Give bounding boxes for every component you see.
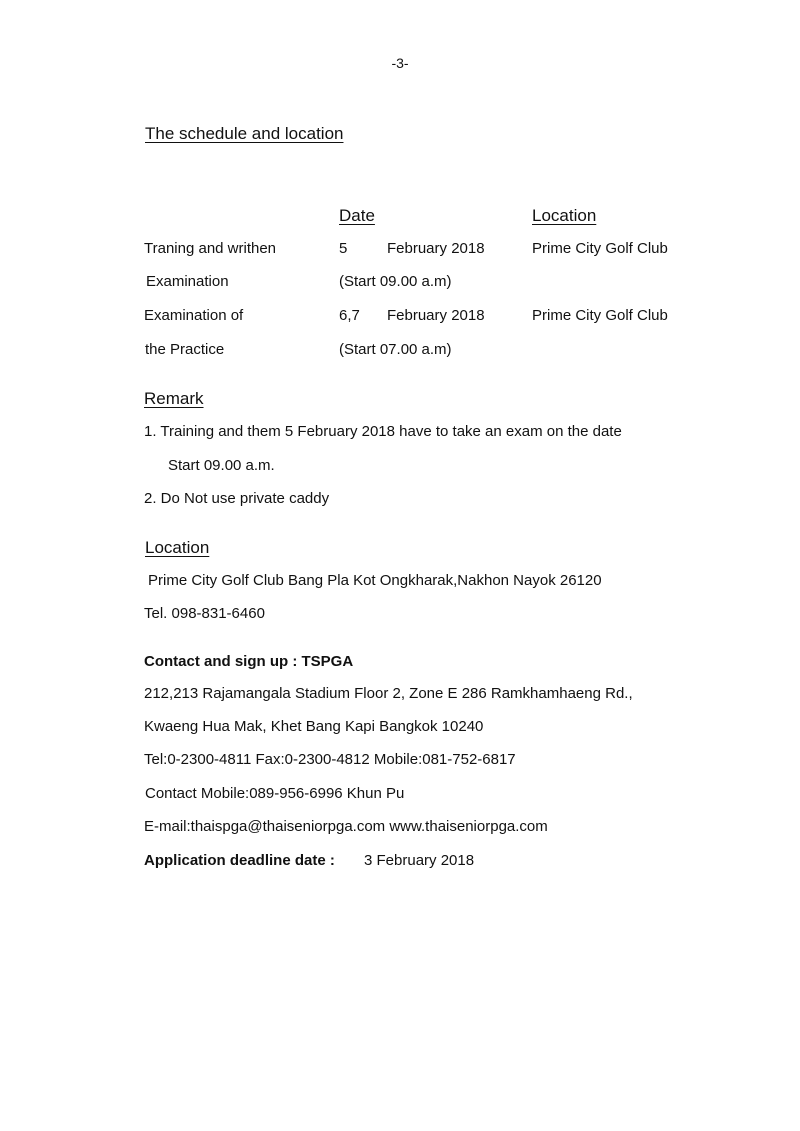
location-column-header: Location (532, 206, 597, 225)
location-value: Prime City Golf Club (532, 240, 668, 257)
location-value: Prime City Golf Club (532, 307, 668, 324)
date-day: 6,7 (339, 307, 360, 324)
contact-heading: Contact and sign up : TSPGA (144, 653, 354, 670)
location-tel: Tel. 098-831-6460 (144, 605, 265, 622)
remark-heading: Remark (144, 389, 204, 408)
contact-mobile: Contact Mobile:089-956-6996 Khun Pu (145, 785, 405, 802)
activity-label: Traning and writhen (144, 240, 277, 257)
contact-address-line-1: 212,213 Rajamangala Stadium Floor 2, Zone E 286 Ramkhamhaeng Rd., (144, 685, 633, 702)
contact-address-line-2: Kwaeng Hua Mak, Khet Bang Kapi Bangkok 10240 (144, 718, 484, 735)
deadline-label: Application deadline date : (144, 852, 335, 869)
date-column-header: Date (339, 206, 375, 225)
activity-label: Examination (146, 273, 229, 290)
remark-item-2: 2. Do Not use private caddy (144, 490, 330, 507)
start-time: (Start 07.00 a.m) (339, 341, 452, 358)
date-month-year: February 2018 (387, 240, 485, 257)
deadline-date: 3 February 2018 (364, 852, 475, 869)
activity-label: the Practice (145, 341, 225, 358)
location-heading: Location (145, 538, 210, 557)
page-number: -3- (391, 55, 409, 71)
start-time: (Start 09.00 a.m) (339, 273, 452, 290)
date-day: 5 (339, 240, 348, 257)
remark-item-1: 1. Training and them 5 February 2018 have to take an exam on the date (144, 423, 622, 440)
date-month-year: February 2018 (387, 307, 485, 324)
contact-phones: Tel:0-2300-4811 Fax:0-2300-4812 Mobile:081-752-6817 (144, 751, 516, 768)
activity-label: Examination of (144, 307, 244, 324)
page-title: The schedule and location (145, 124, 344, 143)
remark-item-1-continued: Start 09.00 a.m. (168, 457, 275, 474)
contact-email-website: E-mail:thaispga@thaiseniorpga.com www.thaiseniorpga.com (144, 818, 548, 835)
location-address: Prime City Golf Club Bang Pla Kot Ongkharak,Nakhon Nayok 26120 (148, 572, 602, 589)
